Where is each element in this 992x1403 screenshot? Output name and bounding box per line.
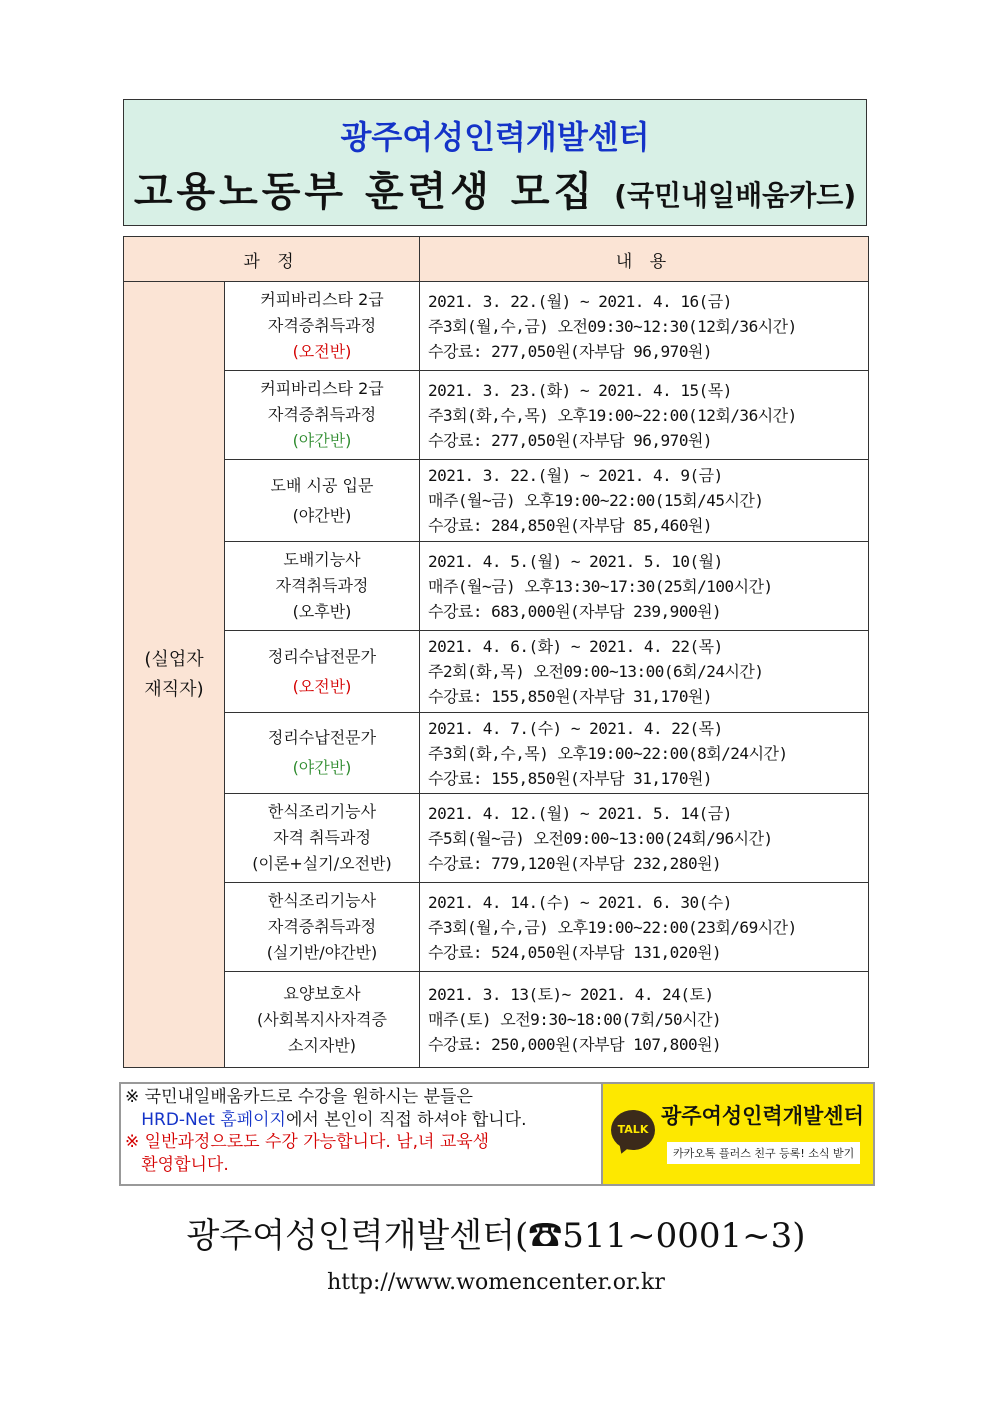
notice-line-1: ※ 국민내일배움카드로 수강을 원하시는 분들은 bbox=[125, 1087, 473, 1107]
course-session-label: (오후반) bbox=[292, 602, 352, 621]
table-row bbox=[124, 282, 869, 371]
course-info bbox=[420, 883, 869, 972]
table-row bbox=[124, 972, 869, 1068]
table-row bbox=[124, 631, 869, 713]
course-session-label: (오전반) bbox=[292, 676, 352, 696]
hrd-net-link[interactable]: HRD-Net 홈페이지 bbox=[141, 1109, 286, 1130]
course-fee: 수강료: 277,050원(자부담 96,970원) bbox=[428, 430, 713, 450]
table-row bbox=[124, 460, 869, 542]
course-session-label: (야간반) bbox=[292, 505, 352, 525]
course-info bbox=[420, 794, 869, 883]
course-name bbox=[225, 883, 420, 972]
course-fee: 수강료: 284,850원(자부담 85,460원) bbox=[428, 516, 713, 535]
course-name-line: 커피바리스타 2급 bbox=[260, 290, 384, 309]
course-schedule: 매주(월~금) 오후13:30~17:30(25회/100시간) bbox=[428, 576, 773, 596]
course-fee: 수강료: 277,050원(자부담 96,970원) bbox=[428, 341, 713, 361]
course-name bbox=[225, 972, 420, 1068]
course-session-label: (야간반) bbox=[292, 431, 352, 450]
course-session-label: 소지자반) bbox=[287, 1035, 357, 1055]
group-label bbox=[124, 282, 225, 1068]
course-schedule: 주3회(월,수,금) 오후19:00~22:00(23회/69시간) bbox=[428, 917, 797, 937]
course-info bbox=[420, 631, 869, 713]
course-date: 2021. 3. 22.(월) ~ 2021. 4. 16(금) bbox=[428, 291, 732, 311]
notice-line-3: ※ 일반과정으로도 수강 가능합니다. 남,녀 교육생 bbox=[125, 1132, 490, 1152]
course-info bbox=[420, 713, 869, 794]
course-name-line: 도배기능사 bbox=[283, 550, 361, 569]
notice-text bbox=[125, 1086, 597, 1176]
course-name bbox=[225, 460, 420, 542]
course-name-line: 자격증취득과정 bbox=[267, 405, 377, 424]
course-schedule: 주5회(월~금) 오전09:00~13:00(24회/96시간) bbox=[428, 828, 773, 848]
course-date: 2021. 4. 14.(수) ~ 2021. 6. 30(수) bbox=[428, 892, 732, 912]
group-label-line1: (실업자 bbox=[144, 648, 204, 670]
notice-line-2-rest: 에서 본인이 직접 하셔야 합니다. bbox=[285, 1109, 527, 1130]
kakao-talk-text: TALK bbox=[617, 1123, 649, 1136]
course-date: 2021. 3. 23.(화) ~ 2021. 4. 15(목) bbox=[428, 380, 732, 400]
header-course: 과 정 bbox=[124, 237, 420, 282]
course-date: 2021. 3. 13(토)~ 2021. 4. 24(토) bbox=[428, 985, 714, 1004]
kakao-subscribe-label: 카카오톡 플러스 친구 등록! 소식 받기 bbox=[667, 1142, 860, 1164]
course-info bbox=[420, 972, 869, 1068]
header-org-name: 광주여성인력개발센터 bbox=[340, 118, 650, 156]
course-schedule: 주2회(화,목) 오전09:00~13:00(6회/24시간) bbox=[428, 662, 764, 681]
course-name-line: 도배 시공 입문 bbox=[270, 475, 374, 495]
course-name-line: 자격취득과정 bbox=[275, 576, 369, 595]
course-schedule: 주3회(화,수,목) 오후19:00~22:00(12회/36시간) bbox=[428, 405, 797, 425]
course-name-line: 정리수납전문가 bbox=[267, 646, 377, 666]
course-schedule: 매주(토) 오전9:30~18:00(7회/50시간) bbox=[428, 1010, 722, 1029]
header-title bbox=[124, 160, 866, 217]
course-name-line: 정리수납전문가 bbox=[267, 728, 377, 747]
course-fee: 수강료: 524,050원(자부담 131,020원) bbox=[428, 942, 722, 962]
course-table bbox=[123, 236, 869, 1068]
course-date: 2021. 4. 12.(월) ~ 2021. 5. 14(금) bbox=[428, 803, 732, 823]
course-fee: 수강료: 250,000원(자부담 107,800원) bbox=[428, 1035, 722, 1054]
course-info bbox=[420, 371, 869, 460]
course-name bbox=[225, 542, 420, 631]
kakao-plus-friend-banner[interactable] bbox=[601, 1084, 873, 1184]
course-date: 2021. 3. 22.(월) ~ 2021. 4. 9(금) bbox=[428, 466, 723, 485]
notice-box bbox=[119, 1082, 875, 1186]
table-row bbox=[124, 883, 869, 972]
course-name-line: 자격 취득과정 bbox=[273, 828, 371, 847]
course-info bbox=[420, 282, 869, 371]
course-name bbox=[225, 631, 420, 713]
course-schedule: 주3회(월,수,금) 오전09:30~12:30(12회/36시간) bbox=[428, 316, 797, 336]
course-schedule: 주3회(화,수,목) 오후19:00~22:00(8회/24시간) bbox=[428, 743, 788, 763]
course-name-line: 커피바리스타 2급 bbox=[260, 379, 384, 398]
kakao-org-name: 광주여성인력개발센터 bbox=[661, 1104, 864, 1128]
footer-org-contact: 광주여성인력개발센터(☎511~0001~3) bbox=[186, 1216, 806, 1256]
course-name bbox=[225, 713, 420, 794]
course-fee: 수강료: 155,850원(자부담 31,170원) bbox=[428, 768, 713, 788]
header-banner bbox=[123, 99, 867, 226]
table-header-row bbox=[124, 237, 869, 282]
course-session-label: (이론+실기/오전반) bbox=[252, 854, 392, 873]
header-content: 내 용 bbox=[420, 237, 869, 282]
course-date: 2021. 4. 5.(월) ~ 2021. 5. 10(월) bbox=[428, 551, 723, 571]
course-fee: 수강료: 779,120원(자부담 232,280원) bbox=[428, 853, 722, 873]
course-name bbox=[225, 371, 420, 460]
course-name-line: 한식조리기능사 bbox=[267, 891, 377, 910]
notice-line-4-text: 환영합니다. bbox=[141, 1154, 229, 1175]
footer-url-link[interactable]: http://www.womencenter.or.kr bbox=[327, 1270, 665, 1295]
table-row bbox=[124, 542, 869, 631]
course-date: 2021. 4. 6.(화) ~ 2021. 4. 22(목) bbox=[428, 637, 723, 656]
course-name-line: 한식조리기능사 bbox=[267, 802, 377, 821]
course-name-line: 자격증취득과정 bbox=[267, 316, 377, 335]
course-session-label: (실기반/야간반) bbox=[266, 943, 378, 962]
header-subtitle: (국민내일배움카드) bbox=[614, 179, 857, 212]
course-name bbox=[225, 794, 420, 883]
course-info bbox=[420, 542, 869, 631]
course-info bbox=[420, 460, 869, 542]
course-name-line: 요양보호사 bbox=[283, 983, 361, 1003]
course-date: 2021. 4. 7.(수) ~ 2021. 4. 22(목) bbox=[428, 718, 723, 738]
header-title-text: 고용노동부 훈련생 모집 bbox=[133, 169, 597, 215]
table-row bbox=[124, 371, 869, 460]
course-name-line: (사회복지사자격증 bbox=[257, 1009, 387, 1029]
group-label-line2: 재직자) bbox=[144, 678, 204, 700]
course-fee: 수강료: 155,850원(자부담 31,170원) bbox=[428, 687, 713, 706]
course-schedule: 매주(월~금) 오후19:00~22:00(15회/45시간) bbox=[428, 491, 764, 510]
table-row bbox=[124, 794, 869, 883]
course-session-label: (야간반) bbox=[292, 758, 352, 777]
course-fee: 수강료: 683,000원(자부담 239,900원) bbox=[428, 601, 722, 621]
course-name-line: 자격증취득과정 bbox=[267, 917, 377, 936]
notice-line-4 bbox=[125, 1154, 597, 1177]
notice-line-2 bbox=[125, 1109, 597, 1132]
course-session-label: (오전반) bbox=[292, 342, 352, 361]
table-row bbox=[124, 713, 869, 794]
course-name bbox=[225, 282, 420, 371]
